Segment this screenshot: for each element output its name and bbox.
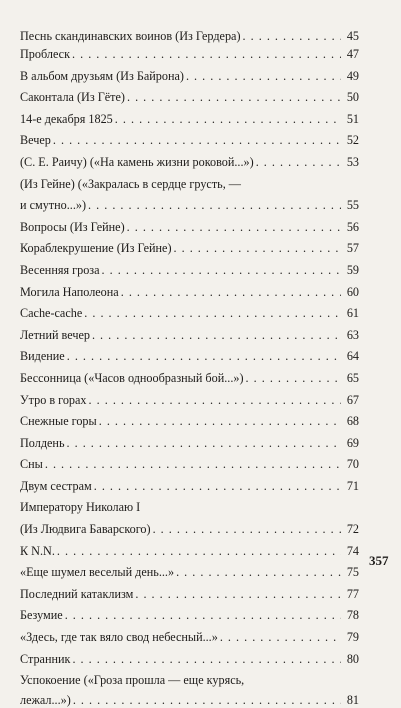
toc-line [20, 44, 359, 66]
toc-entry-title: В альбом друзьям (Из Байрона) [20, 68, 184, 83]
toc-line [20, 66, 359, 88]
toc-line [20, 195, 359, 217]
toc-entry-title: Летний вечер [20, 327, 90, 342]
dot-leader [99, 411, 341, 433]
toc-entry-page: 56 [346, 219, 359, 234]
dot-leader [153, 519, 341, 541]
toc-line [20, 130, 359, 152]
table-of-contents [20, 29, 359, 708]
dot-leader [127, 87, 341, 109]
toc-line [20, 541, 359, 563]
toc-entry [20, 411, 359, 433]
toc-entry-page: 79 [346, 630, 359, 645]
toc-line [20, 476, 359, 498]
toc-entry-page: 75 [346, 565, 359, 580]
toc-entry [20, 454, 359, 476]
dot-leader [67, 346, 341, 368]
toc-entry [20, 325, 359, 347]
toc-entry [20, 174, 359, 217]
toc-entry-title: Снежные горы [20, 414, 97, 429]
toc-line [20, 454, 359, 476]
toc-entry-title: Могила Наполеона [20, 284, 119, 299]
dot-leader [88, 195, 341, 217]
toc-entry [20, 66, 359, 88]
toc-line [20, 325, 359, 347]
toc-entry-page: 67 [346, 392, 359, 407]
toc-entry-page: 55 [346, 198, 359, 213]
toc-entry [20, 368, 359, 390]
toc-entry-page: 80 [346, 651, 359, 666]
toc-entry-page: 61 [346, 306, 359, 321]
dot-leader [94, 476, 341, 498]
toc-entry-page: 51 [346, 111, 359, 126]
toc-entry-page: 71 [346, 478, 359, 493]
dot-leader [135, 584, 341, 606]
dot-leader [256, 152, 341, 174]
toc-entry-title: Весенняя гроза [20, 262, 100, 277]
toc-line [20, 562, 359, 584]
toc-line [20, 584, 359, 606]
toc-entry [20, 238, 359, 260]
toc-entry-title: Кораблекрушение (Из Гейне) [20, 241, 172, 256]
toc-entry-page: 53 [346, 154, 359, 169]
toc-entry-page: 77 [346, 586, 359, 601]
dot-leader [67, 433, 341, 455]
toc-entry [20, 346, 359, 368]
toc-entry [20, 627, 359, 649]
toc-entry-title: Успокоение («Гроза прошла — еще курясь, [20, 673, 245, 688]
toc-entry-title: 14-е декабря 1825 [20, 111, 113, 126]
toc-entry-page: 72 [346, 522, 359, 537]
dot-leader [115, 109, 341, 131]
toc-entry-title: (С. Е. Раичу) («На камень жизни роковой...») [20, 154, 254, 169]
dot-leader [72, 649, 341, 671]
toc-entry [20, 109, 359, 131]
toc-line [20, 497, 359, 519]
dot-leader [92, 325, 341, 347]
toc-entry-page: 47 [346, 47, 359, 61]
toc-entry [20, 390, 359, 412]
toc-line [20, 519, 359, 541]
dot-leader [121, 282, 341, 304]
toc-entry-page: 57 [346, 241, 359, 256]
toc-line [20, 433, 359, 455]
toc-entry-title: Полдень [20, 435, 65, 450]
toc-line [20, 368, 359, 390]
toc-line [20, 260, 359, 282]
dot-leader [84, 303, 341, 325]
toc-entry-page: 52 [346, 133, 359, 148]
toc-line [20, 109, 359, 131]
toc-entry [20, 476, 359, 498]
toc-entry-title: Вопросы (Из Гейне) [20, 219, 125, 234]
toc-entry-page: 49 [346, 68, 359, 83]
dot-leader [174, 238, 341, 260]
dot-leader [176, 562, 341, 584]
toc-line [20, 627, 359, 649]
toc-line [20, 238, 359, 260]
toc-entry-title: Странник [20, 651, 71, 666]
toc-entry [20, 497, 359, 540]
toc-entry-title: Утро в горах [20, 392, 87, 407]
dot-leader [45, 454, 341, 476]
toc-entry [20, 29, 359, 44]
toc-line [20, 282, 359, 304]
toc-entry [20, 282, 359, 304]
toc-entry-page: 45 [346, 29, 359, 43]
toc-line [20, 649, 359, 671]
toc-entry [20, 670, 359, 708]
toc-entry-page: 81 [346, 692, 359, 707]
toc-entry-title: Последний катаклизм [20, 586, 134, 601]
toc-entry-page: 64 [346, 349, 359, 364]
toc-line [20, 390, 359, 412]
toc-line [20, 29, 359, 44]
toc-entry [20, 562, 359, 584]
toc-entry-title: Двум сестрам [20, 478, 92, 493]
toc-entry-page: 65 [346, 370, 359, 385]
toc-entry-title: Cache-cache [20, 306, 83, 321]
toc-entry-title: (Из Людвига Баварского) [20, 522, 151, 537]
toc-entry [20, 584, 359, 606]
toc-entry-page: 50 [346, 90, 359, 105]
toc-entry [20, 433, 359, 455]
toc-entry-title: Бессонница («Часов однообразный бой...») [20, 370, 244, 385]
toc-entry-page: 78 [346, 608, 359, 623]
toc-entry-title: Саконтала (Из Гёте) [20, 90, 125, 105]
toc-entry-title: Императору Николаю I [20, 500, 141, 515]
dot-leader [220, 627, 341, 649]
toc-entry [20, 303, 359, 325]
toc-entry-title: Вечер [20, 133, 51, 148]
toc-entry [20, 217, 359, 239]
toc-entry-title: лежал...») [20, 692, 71, 707]
toc-line [20, 411, 359, 433]
toc-entry-page: 74 [346, 543, 359, 558]
toc-line [20, 692, 359, 708]
toc-entry-page: 60 [346, 284, 359, 299]
dot-leader [53, 130, 341, 152]
toc-entry-title: Сны [20, 457, 43, 472]
toc-line [20, 670, 359, 692]
toc-entry-title: «Еще шумел веселый день...» [20, 565, 175, 580]
dot-leader [73, 692, 341, 708]
toc-entry [20, 152, 359, 174]
toc-entry-title: Видение [20, 349, 65, 364]
dot-leader [186, 66, 341, 88]
toc-entry [20, 260, 359, 282]
toc-line [20, 346, 359, 368]
dot-leader [102, 260, 341, 282]
toc-entry [20, 649, 359, 671]
toc-entry-page: 70 [346, 457, 359, 472]
toc-entry-page: 68 [346, 414, 359, 429]
toc-entry-page: 63 [346, 327, 359, 342]
toc-entry-title: и смутно...») [20, 198, 87, 213]
page-number: 357 [369, 553, 389, 568]
dot-leader [72, 44, 341, 66]
toc-line [20, 174, 359, 196]
toc-entry-title: К N.N. [20, 543, 55, 558]
toc-entry [20, 541, 359, 563]
toc-entry-title: Проблеск [20, 47, 71, 61]
toc-entry-title: Безумие [20, 608, 63, 623]
toc-entry-page: 69 [346, 435, 359, 450]
dot-leader [57, 541, 341, 563]
dot-leader [127, 217, 341, 239]
dot-leader [89, 390, 341, 412]
toc-entry-title: «Здесь, где так вяло свод небесный...» [20, 630, 218, 645]
toc-line [20, 152, 359, 174]
toc-entry [20, 44, 359, 66]
toc-entry-page: 59 [346, 262, 359, 277]
toc-entry [20, 87, 359, 109]
toc-entry-title: Песнь скандинавских воинов (Из Гердера) [20, 29, 241, 43]
dot-leader [243, 29, 341, 44]
dot-leader [246, 368, 341, 390]
toc-line [20, 303, 359, 325]
toc-line [20, 87, 359, 109]
toc-line [20, 217, 359, 239]
toc-entry-title: (Из Гейне) («Закралась в сердце грусть, — [20, 176, 241, 191]
toc-entry [20, 130, 359, 152]
